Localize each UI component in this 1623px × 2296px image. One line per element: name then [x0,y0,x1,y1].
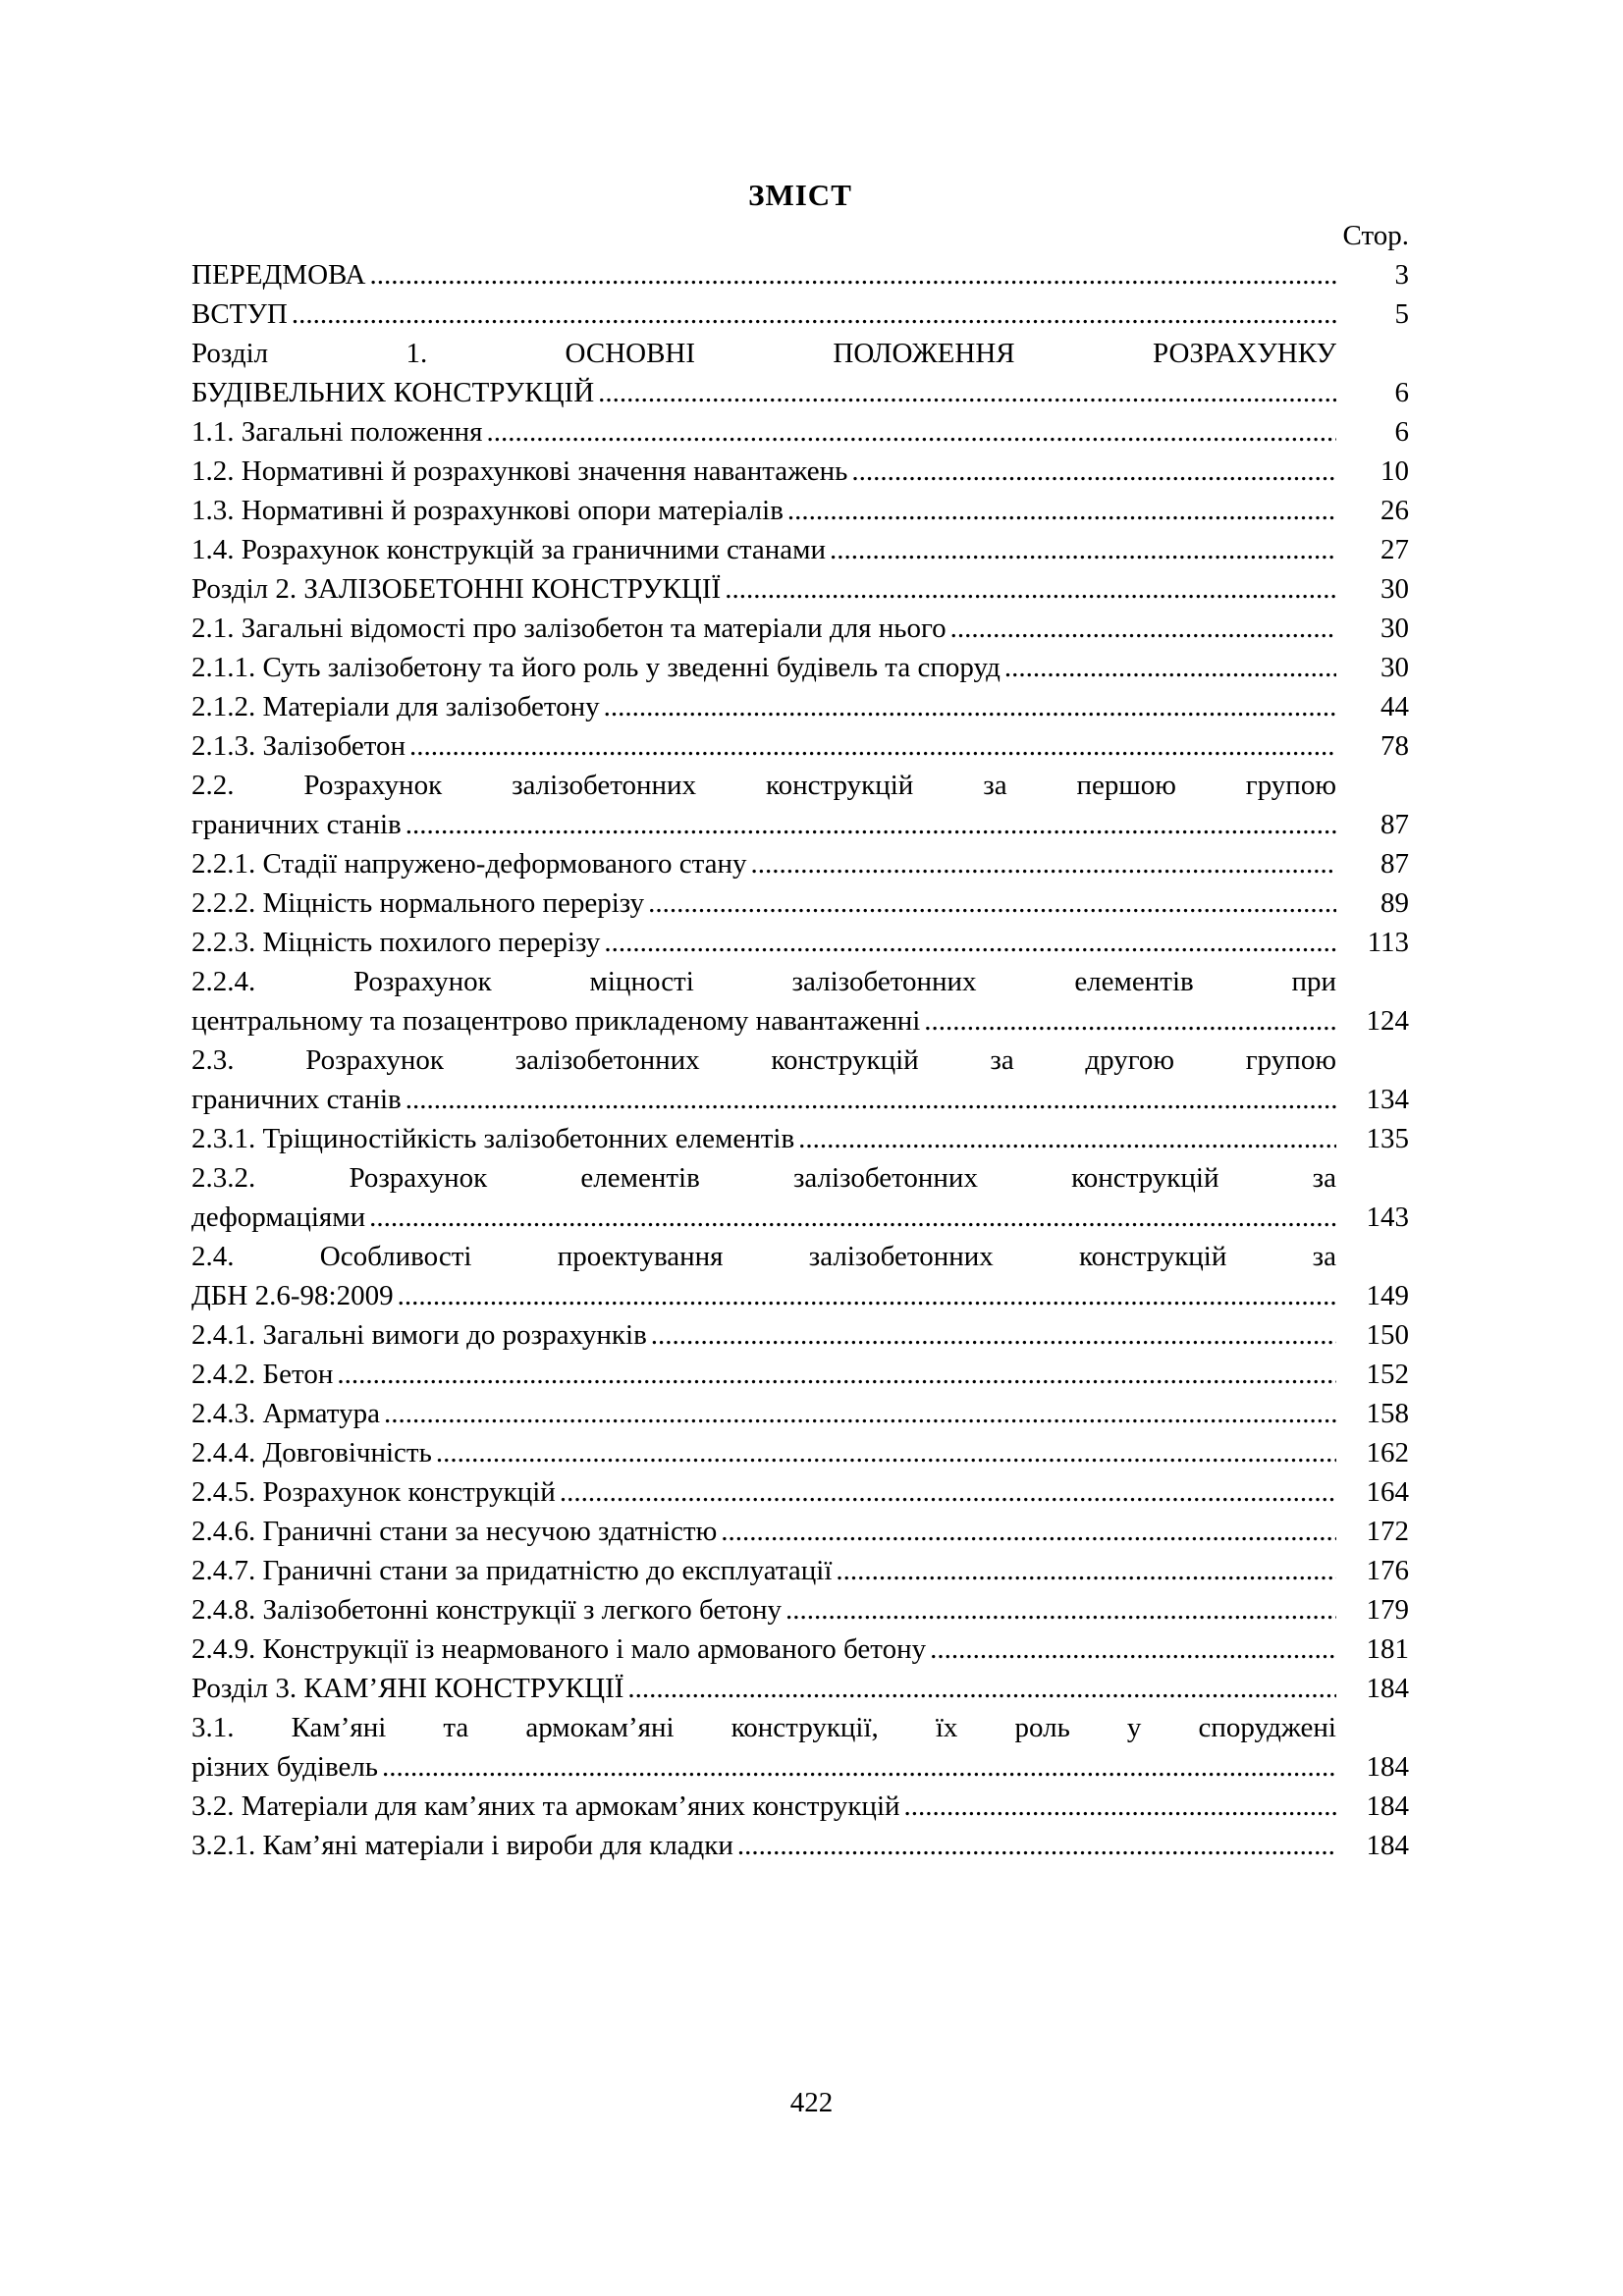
toc-entry-body [191,648,1336,687]
toc-entry-text: 2.4.8. Залізобетонні конструкції з легкого бетону ..... [191,1594,782,1626]
toc-entry-text: ДБН 2.6-98:2009 ..... [191,1280,394,1311]
toc-entry-body [191,923,1336,962]
toc-entry-text: 2.2.1. Стадії напружено-деформованого стану ..... [191,848,747,880]
toc-entry-text: 2.4.2. Бетон ..... [191,1359,333,1390]
toc-entry [191,334,1409,412]
toc-page [191,175,1409,1865]
toc-entry-body [191,491,1336,530]
toc-entry [191,255,1409,294]
toc-entry-text: Розділ 1. ОСНОВНІ ПОЛОЖЕННЯ РОЗРАХУНКУ [191,338,1336,369]
toc-entry-line [191,1551,1336,1590]
toc-entry-text: 2.4.7. Граничні стани за придатністю до експлуатації ..... [191,1555,832,1586]
toc-entry-text: центральному та позацентрово прикладеному навантаженні ..... [191,1005,920,1037]
toc-entry [191,1158,1409,1237]
toc-entry-page-number: 26 [1380,495,1409,526]
toc-entry-body [191,1826,1336,1865]
toc-entry-text: 2.4.6. Граничні стани за несучою здатністю ..... [191,1516,717,1547]
toc-entry-line [191,766,1336,805]
toc-entry-body [191,255,1336,294]
toc-entry-page-number: 89 [1380,887,1409,919]
toc-entry-line [191,530,1336,569]
toc-entry [191,1512,1409,1551]
toc-entry-text: 2.4. Особливості проектування залізобетонних конструкцій за [191,1241,1336,1272]
toc-entry [191,452,1409,491]
toc-entry-text: граничних станів ..... [191,1084,402,1115]
toc-entry-body [191,1669,1336,1708]
toc-entry-page-number: 113 [1367,927,1409,958]
toc-entry-text: 2.2.2. Міцність нормального перерізу ..... [191,887,644,919]
toc-entry [191,1551,1409,1590]
toc-entry-page-number: 184 [1366,1790,1409,1822]
toc-entry-body [191,1472,1336,1512]
toc-entry-line [191,726,1336,766]
toc-entry [191,648,1409,687]
toc-entry-body [191,412,1336,452]
toc-entry-line [191,1394,1336,1433]
toc-entry-body [191,1787,1336,1826]
toc-entry [191,294,1409,334]
toc-entry [191,726,1409,766]
toc-entry [191,766,1409,844]
toc-entry [191,1590,1409,1629]
toc-entry [191,609,1409,648]
toc-entry-body [191,530,1336,569]
toc-entry-text: ПЕРЕДМОВА ..... [191,259,365,291]
toc-entry-page-number: 143 [1366,1201,1409,1233]
toc-entry-page-number: 176 [1366,1555,1409,1586]
toc-entry-text: деформаціями ..... [191,1201,365,1233]
toc-entry-line [191,1237,1336,1276]
toc-entry-line [191,844,1336,883]
toc-entry-body [191,1394,1336,1433]
toc-entry-body [191,609,1336,648]
toc-entry-text: 2.3. Розрахунок залізобетонних конструкцій за другою групою [191,1044,1336,1076]
toc-entry-text: 2.1.3. Залізобетон ..... [191,730,406,762]
toc-entry-body [191,1355,1336,1394]
toc-entry-body [191,1158,1336,1237]
toc-entry-body [191,844,1336,883]
toc-entry-text: 1.1. Загальні положення ..... [191,416,483,448]
toc-entry-line [191,1001,1336,1041]
toc-entry [191,1708,1409,1787]
toc-entry-line [191,255,1336,294]
toc-entry-text: 2.4.4. Довговічність ..... [191,1437,432,1468]
toc-entry [191,1237,1409,1315]
toc-entry-page-number: 44 [1380,691,1409,722]
toc-entry-text: 2.1.1. Суть залізобетону та його роль у зведенні будівель та споруд ..... [191,652,1001,683]
toc-entry [191,962,1409,1041]
toc-entry-line [191,1629,1336,1669]
toc-entry-line [191,609,1336,648]
toc-entry-page-number: 164 [1366,1476,1409,1508]
toc-entry-line [191,805,1336,844]
toc-entry [191,1119,1409,1158]
toc-entry-text: 2.4.9. Конструкції із неармованого і мало армованого бетону ..... [191,1633,926,1665]
toc-entry [191,1041,1409,1119]
toc-entry-line [191,687,1336,726]
toc-entry [191,1787,1409,1826]
toc-entry-page-number: 134 [1366,1084,1409,1115]
toc-entry-line [191,1315,1336,1355]
toc-entry-page-number: 78 [1380,730,1409,762]
toc-entry [191,1669,1409,1708]
toc-entry-text: граничних станів ..... [191,809,402,840]
toc-entry-line [191,1158,1336,1198]
toc-entry-line [191,1512,1336,1551]
toc-entry-line [191,1433,1336,1472]
toc-entry-text: Розділ 3. КАМ’ЯНІ КОНСТРУКЦІЇ ..... [191,1673,623,1704]
toc-entry-page-number: 124 [1366,1005,1409,1037]
toc-entry [191,569,1409,609]
toc-entry-line [191,1669,1336,1708]
toc-entry-line [191,1080,1336,1119]
toc-entry-text: 3.2. Матеріали для кам’яних та армокам’яних конструкцій ..... [191,1790,900,1822]
toc-entry [191,1472,1409,1512]
toc-entry-text: 3.1. Кам’яні та армокам’яні конструкції, їх роль у споруджені [191,1712,1336,1743]
toc-entry-line [191,1747,1336,1787]
toc-entry-line [191,1472,1336,1512]
toc-entry [191,687,1409,726]
toc-entry [191,1826,1409,1865]
toc-entry-body [191,1629,1336,1669]
toc-entry-page-number: 181 [1366,1633,1409,1665]
toc-entry-line [191,1276,1336,1315]
toc-entry [191,844,1409,883]
toc-entry-page-number: 158 [1366,1398,1409,1429]
toc-entry-line [191,452,1336,491]
toc-entry-text: 2.4.1. Загальні вимоги до розрахунків ..... [191,1319,647,1351]
toc-entry-body [191,1512,1336,1551]
page-column-header: Стор. [1342,220,1409,251]
toc-entry-page-number: 184 [1366,1751,1409,1783]
page-title: ЗМІСТ [748,178,852,212]
toc-entry-page-number: 30 [1380,573,1409,605]
toc-entry-text: 2.2. Розрахунок залізобетонних конструкцій за першою групою [191,770,1336,801]
toc-entry-line [191,923,1336,962]
toc-entry-page-number: 150 [1366,1319,1409,1351]
toc-entry-page-number: 5 [1394,298,1409,330]
toc-entry-body [191,1119,1336,1158]
toc-entry-line [191,1041,1336,1080]
toc-entry-page-number: 179 [1366,1594,1409,1626]
toc-entry-text: різних будівель ..... [191,1751,378,1783]
toc-entry-page-number: 27 [1380,534,1409,565]
toc-entry-text: 2.1.2. Матеріали для залізобетону ..... [191,691,600,722]
toc-entry-page-number: 152 [1366,1359,1409,1390]
toc-entry-body [191,1590,1336,1629]
toc-entry-page-number: 6 [1394,416,1409,448]
toc-entry-line [191,1708,1336,1747]
toc-entry-page-number: 10 [1380,455,1409,487]
toc-entry-line [191,491,1336,530]
toc-entry [191,1394,1409,1433]
toc-entry-page-number: 184 [1366,1673,1409,1704]
toc-entry-line [191,412,1336,452]
toc-entry-page-number: 30 [1380,652,1409,683]
toc-entry-page-number: 135 [1366,1123,1409,1154]
toc-entry-body [191,1433,1336,1472]
toc-entry [191,1629,1409,1669]
toc-entry [191,530,1409,569]
toc-entry-body [191,569,1336,609]
toc-entry [191,923,1409,962]
toc-entry-body [191,334,1336,412]
toc-entry-line [191,1590,1336,1629]
toc-entry [191,883,1409,923]
toc-entry-text: 2.2.4. Розрахунок міцності залізобетонних елементів при [191,966,1336,997]
toc-entry-body [191,1708,1336,1787]
toc-entry-body [191,1551,1336,1590]
toc-entry-body [191,766,1336,844]
toc-entry-line [191,1787,1336,1826]
toc-entry [191,412,1409,452]
toc-entry-line [191,1198,1336,1237]
toc-entry-text: 2.3.2. Розрахунок елементів залізобетонних конструкцій за [191,1162,1336,1194]
toc-entry-page-number: 87 [1380,809,1409,840]
toc-entry-line [191,569,1336,609]
toc-entry-line [191,648,1336,687]
toc-entry-body [191,726,1336,766]
toc-entry-page-number: 184 [1366,1830,1409,1861]
toc-entry-line [191,962,1336,1001]
toc-entry-text: 2.1. Загальні відомості про залізобетон та матеріали для нього ..... [191,613,947,644]
toc-entry-body [191,1315,1336,1355]
toc-entry-body [191,1041,1336,1119]
toc-entry [191,1315,1409,1355]
toc-entry-body [191,1237,1336,1315]
toc-entry-text: БУДІВЕЛЬНИХ КОНСТРУКЦІЙ ..... [191,377,594,408]
toc-entry-body [191,883,1336,923]
toc-entry-text: 1.4. Розрахунок конструкцій за граничними станами ..... [191,534,826,565]
toc-entry-page-number: 149 [1366,1280,1409,1311]
toc-entry-line [191,1119,1336,1158]
toc-entry-text: 2.2.3. Міцність похилого перерізу ..... [191,927,600,958]
toc-entry-page-number: 6 [1394,377,1409,408]
footer-page-number: 422 [789,2087,834,2118]
toc-entry [191,1433,1409,1472]
toc-entry-line [191,1355,1336,1394]
toc-entry-page-number: 3 [1394,259,1409,291]
toc-entry-text: 1.2. Нормативні й розрахункові значення навантажень ..... [191,455,847,487]
toc-entry-page-number: 87 [1380,848,1409,880]
toc-entry-text: ВСТУП ..... [191,298,288,330]
toc-entry-line [191,1826,1336,1865]
toc-entry-page-number: 162 [1366,1437,1409,1468]
toc-entry-text: 2.4.5. Розрахунок конструкцій ..... [191,1476,556,1508]
toc-entry-line [191,373,1336,412]
toc-entry-page-number: 172 [1366,1516,1409,1547]
toc-entry-line [191,883,1336,923]
toc-entry-page-number: 30 [1380,613,1409,644]
toc-entry-text: 1.3. Нормативні й розрахункові опори матеріалів ..... [191,495,784,526]
toc-entry-body [191,452,1336,491]
toc-entry-body [191,687,1336,726]
toc-entry-text: 3.2.1. Кам’яні матеріали і вироби для кладки ..... [191,1830,733,1861]
toc-entry-text: 2.4.3. Арматура ..... [191,1398,380,1429]
toc-entry-text: Розділ 2. ЗАЛІЗОБЕТОННІ КОНСТРУКЦІЇ ..... [191,573,721,605]
toc-entry [191,1355,1409,1394]
toc-entry-body [191,962,1336,1041]
toc-entry-text: 2.3.1. Тріщиностійкість залізобетонних елементів ..... [191,1123,794,1154]
toc-list [191,255,1409,1865]
toc-entry-line [191,334,1336,373]
toc-entry-body [191,294,1336,334]
toc-entry [191,491,1409,530]
toc-entry-line [191,294,1336,334]
